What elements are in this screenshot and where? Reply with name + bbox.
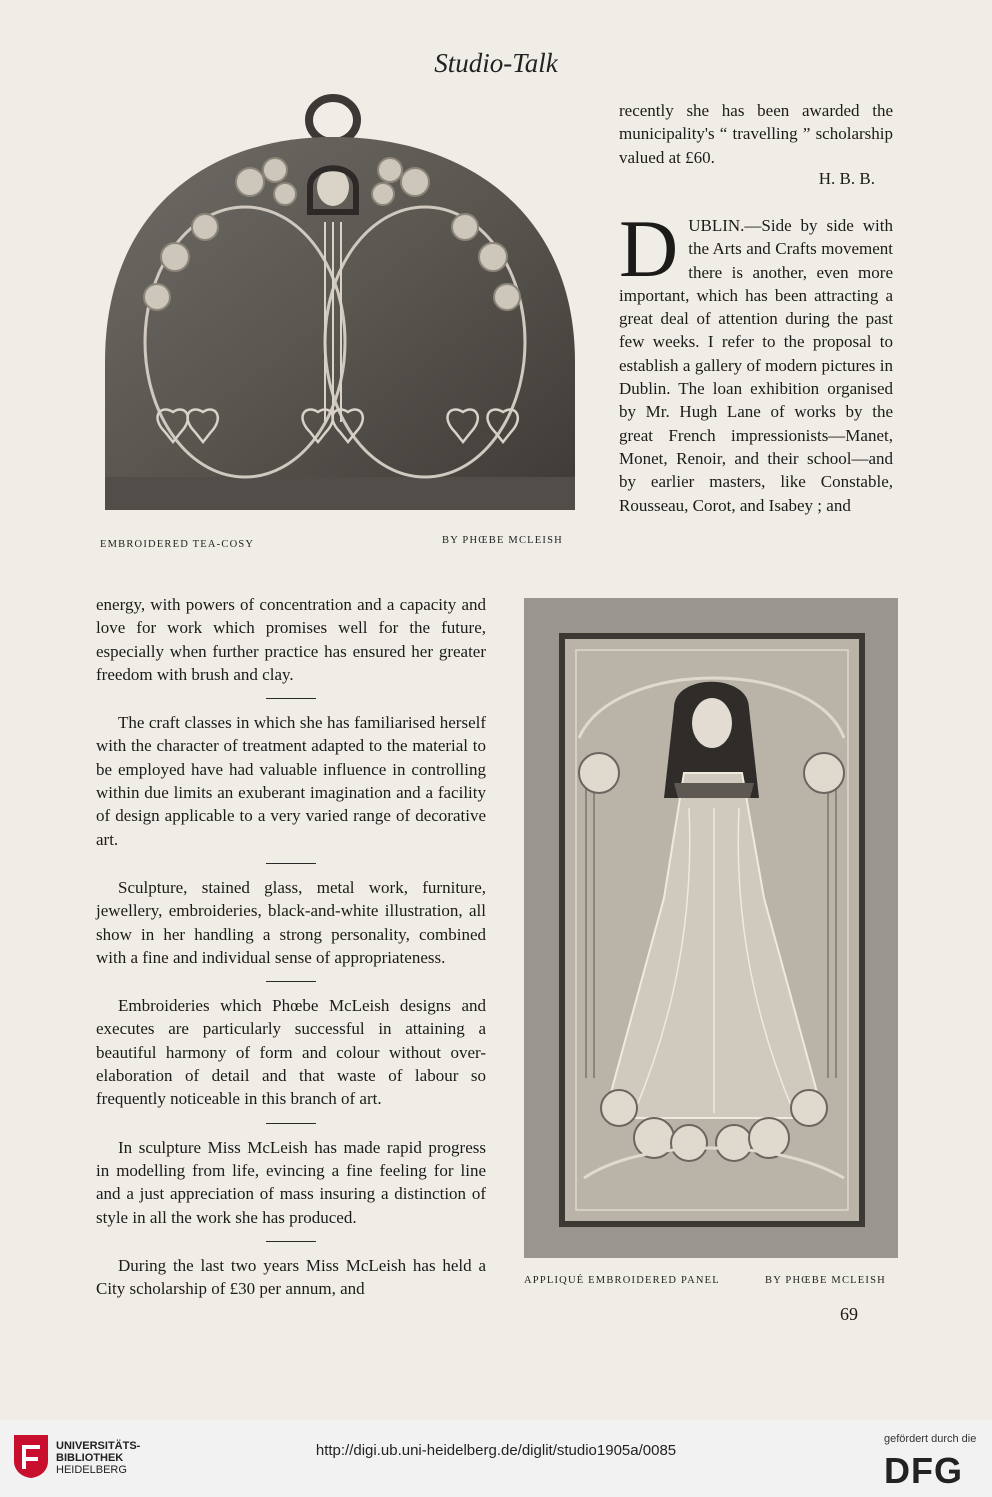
dfg-logo: DFG (884, 1450, 963, 1491)
page-number: 69 (840, 1304, 858, 1324)
paragraph-2: The craft classes in which she has familiarised herself with the character of treatment adapted to the material to be employed have had valuable influence in controlling within due limits an exuberant imagination and a facility of design applicable to a very varied range of decorative art. (96, 713, 486, 849)
panel-caption-artist: BY PHŒBE MCLEISH (765, 1275, 886, 1286)
paragraph-4: Embroideries which Phœbe McLeish designs and executes are particularly successful in attaining a beautiful harmony of form and colour without over-elaboration of detail and that waste of labour so frequently noticeable in this branch of art. (96, 996, 486, 1109)
funded-by-label: gefördert durch die (884, 1433, 977, 1445)
university-name-line2: BIBLIOTHEK (56, 1452, 124, 1464)
author-signature: H. B. B. (818, 169, 875, 188)
dublin-section (619, 203, 893, 517)
paragraph-3: Sculpture, stained glass, metal work, furniture, jewellery, embroideries, black-and-white illustration, all show in her handling a strong personality, combined with a fine and individual sense of appropriateness. (96, 877, 486, 967)
tea-cosy-caption-title: EMBROIDERED TEA-COSY (100, 539, 255, 550)
dublin-paragraph: UBLIN.—Side by side with the Arts and Crafts movement there is another, even more important, which has been attracting a great deal of attention during the past few weeks. I refer to the proposal to establish a gallery of modern pictures in Dublin. The loan exhibition organised by Mr. Hugh Lane of works by the great French impressionists—Manet, Monet, Renoir, and their school—and by earlier masters, like Constable, Rousseau, Corot, and Isabey ; and (619, 216, 893, 515)
section-divider (266, 981, 316, 982)
tea-cosy-caption-artist: BY PHŒBE MCLEISH (442, 535, 563, 546)
right-column-intro (619, 99, 893, 169)
paragraph-5: In sculpture Miss McLeish has made rapid progress in modelling from life, evincing a fine feeling for line and a just appreciation of mass insuring a distinction of style in all the work she has produced. (96, 1137, 486, 1227)
section-divider (266, 1241, 316, 1242)
panel-caption-title: APPLIQUÉ EMBROIDERED PANEL (524, 1275, 720, 1286)
paragraph-1: energy, with powers of concentration and a capacity and love for work which promises well for the future, especially when further practice has ensured her greater freedom with brush and clay. (96, 595, 486, 684)
section-divider (266, 698, 316, 699)
source-url-link[interactable]: http://digi.ub.uni-heidelberg.de/diglit/studio1905a/0085 (315, 1442, 677, 1459)
section-divider (266, 1123, 316, 1124)
intro-paragraph: recently she has been awarded the municipality's “ travelling ” scholarship valued at £60. (619, 101, 893, 167)
left-column (96, 593, 486, 1300)
drop-cap: D (619, 203, 679, 294)
section-divider (266, 863, 316, 864)
running-head: Studio-Talk (434, 48, 558, 78)
university-name-line3: HEIDELBERG (56, 1464, 127, 1476)
paragraph-6: During the last two years Miss McLeish has held a City scholarship of £30 per annum, and (96, 1255, 486, 1299)
embroidered-panel-illustration (524, 598, 898, 1258)
tea-cosy-illustration (95, 92, 588, 512)
university-name-line1: UNIVERSITÄTS- (56, 1440, 141, 1452)
